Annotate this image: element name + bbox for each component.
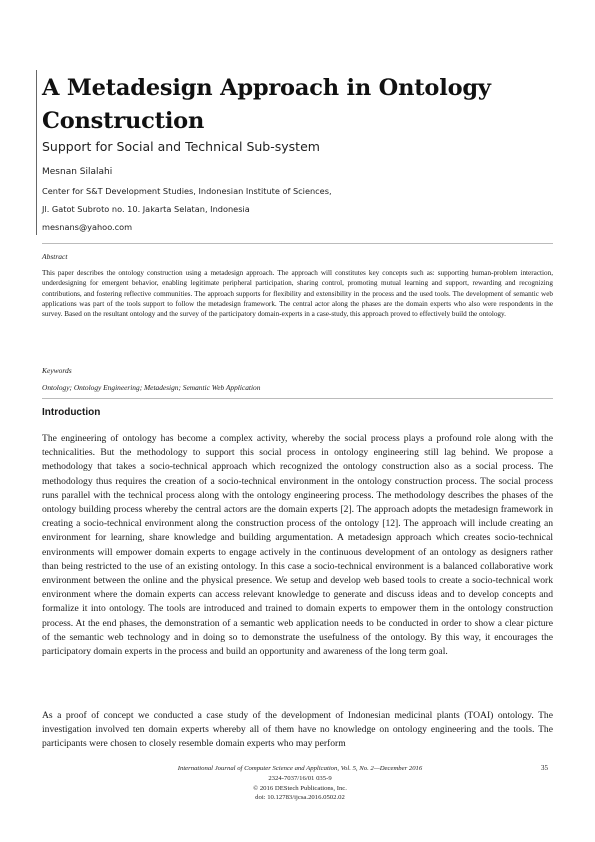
abstract-bottom-rule: [42, 398, 553, 399]
section-heading-introduction: Introduction: [42, 407, 101, 418]
body-paragraph-2: As a proof of concept we conducted a case study of the development of Indonesian medicinal plants (TOAI) ontology. The investigation involved ten domain experts whereby all of them have no knowledge on ontology engineering and the tools. The participants were chosen to closely resemble domain experts who may perform: [42, 710, 553, 750]
footer-journal: International Journal of Computer Science and Application, Vol. 5, No. 2—December 2016: [177, 765, 423, 772]
footer-copyright: © 2016 DEStech Publications, Inc.: [253, 784, 347, 792]
affiliation-line-1: Center for S&T Development Studies, Indonesian Institute of Sciences,: [42, 186, 332, 196]
keywords-text: Ontology; Ontology Engineering; Metadesign; Semantic Web Application: [42, 383, 261, 392]
page-footer: [140, 764, 460, 803]
author-name: Mesnan Silalahi: [42, 167, 113, 177]
keywords-heading: Keywords: [42, 366, 72, 375]
affiliation-line-2: Jl. Gatot Subroto no. 10. Jakarta Selatan, Indonesia: [42, 204, 250, 214]
author-email[interactable]: mesnans@yahoo.com: [42, 222, 133, 232]
body-paragraph-1: The engineering of ontology has become a complex activity, whereby the social process plays a profound role along with the technicalities. But the methodology to support this social process in ontology engineering still lag behind. We propose a methodology that takes a socio-technical approach which recognized the ontology construction also as a social process. The methodology thus requires the creation of a socio-technical environment in the ontology construction process. The social process runs parallel with the technical process along with the ontology engineering process. The methodology describes the phases of the ontology building process whereby the central actors are the domain experts [2]. The approach adopts the metadesign framework in creating a socio-technical environment along the construction process of the ontology [12]. The approach will include creating an environment for learning, share knowledge and building argumentation. A metadesign approach which creates socio-technical environments will empower domain experts to engage actively in the continuous development of an ontology as designers rather than being restricted to the use of an existing ontology. In this case a socio-technical environment is a balanced collaborative work environment between the online and the physical presence. We setup and develop web based tools to create a socio-technical work environment where the domain experts can access relevant knowledge to generate and discuss ideas and to develop concepts and formalize it into ontology. The tools are introduced and trained to domain experts to empower them in the ontology construction process. At the end phases, the demonstration of a semantic web application needs to be conducted in order to show a clear picture of the semantic web technology and in doing so to demonstrate the usefulness of the ontology. By this way, it encourages the participatory domain experts in the process and build an opportunity and awareness of the long term goal.: [42, 433, 553, 658]
page-number: 35: [541, 764, 548, 772]
footer-doi[interactable]: doi: 10.12783/ijcsa.2016.0502.02: [255, 794, 345, 802]
abstract-text: This paper describes the ontology construction using a metadesign approach. The approach will constitutes key concepts such as: supporting human-problem interaction, underdesigning for emergent behavior, enabling legitimate peripheral participation, sharing control, promoting mutual learning and support, rewarding and recognizing contributions, and fostering reflective communities. The approach supports for flexibility and extensibility in the process and the used tools. The development of semantic web applications was part of the tools support to follow the metadesign framework. The central actor along the phases are the domain experts who also were respondents in the survey. Based on the resultant ontology and the survey of the participatory domain-experts in a case-study, this approach proved to effectively build the ontology.: [42, 269, 553, 319]
abstract-heading: Abstract: [42, 252, 68, 261]
paper-title: A Metadesign Approach in Ontology Construction: [42, 75, 491, 134]
footer-issn: 2324-7037/16/01 035-9: [268, 774, 332, 782]
abstract-top-rule: [42, 243, 553, 244]
paper-subtitle: Support for Social and Technical Sub-system: [42, 139, 320, 154]
title-accent-bar: [36, 70, 37, 235]
